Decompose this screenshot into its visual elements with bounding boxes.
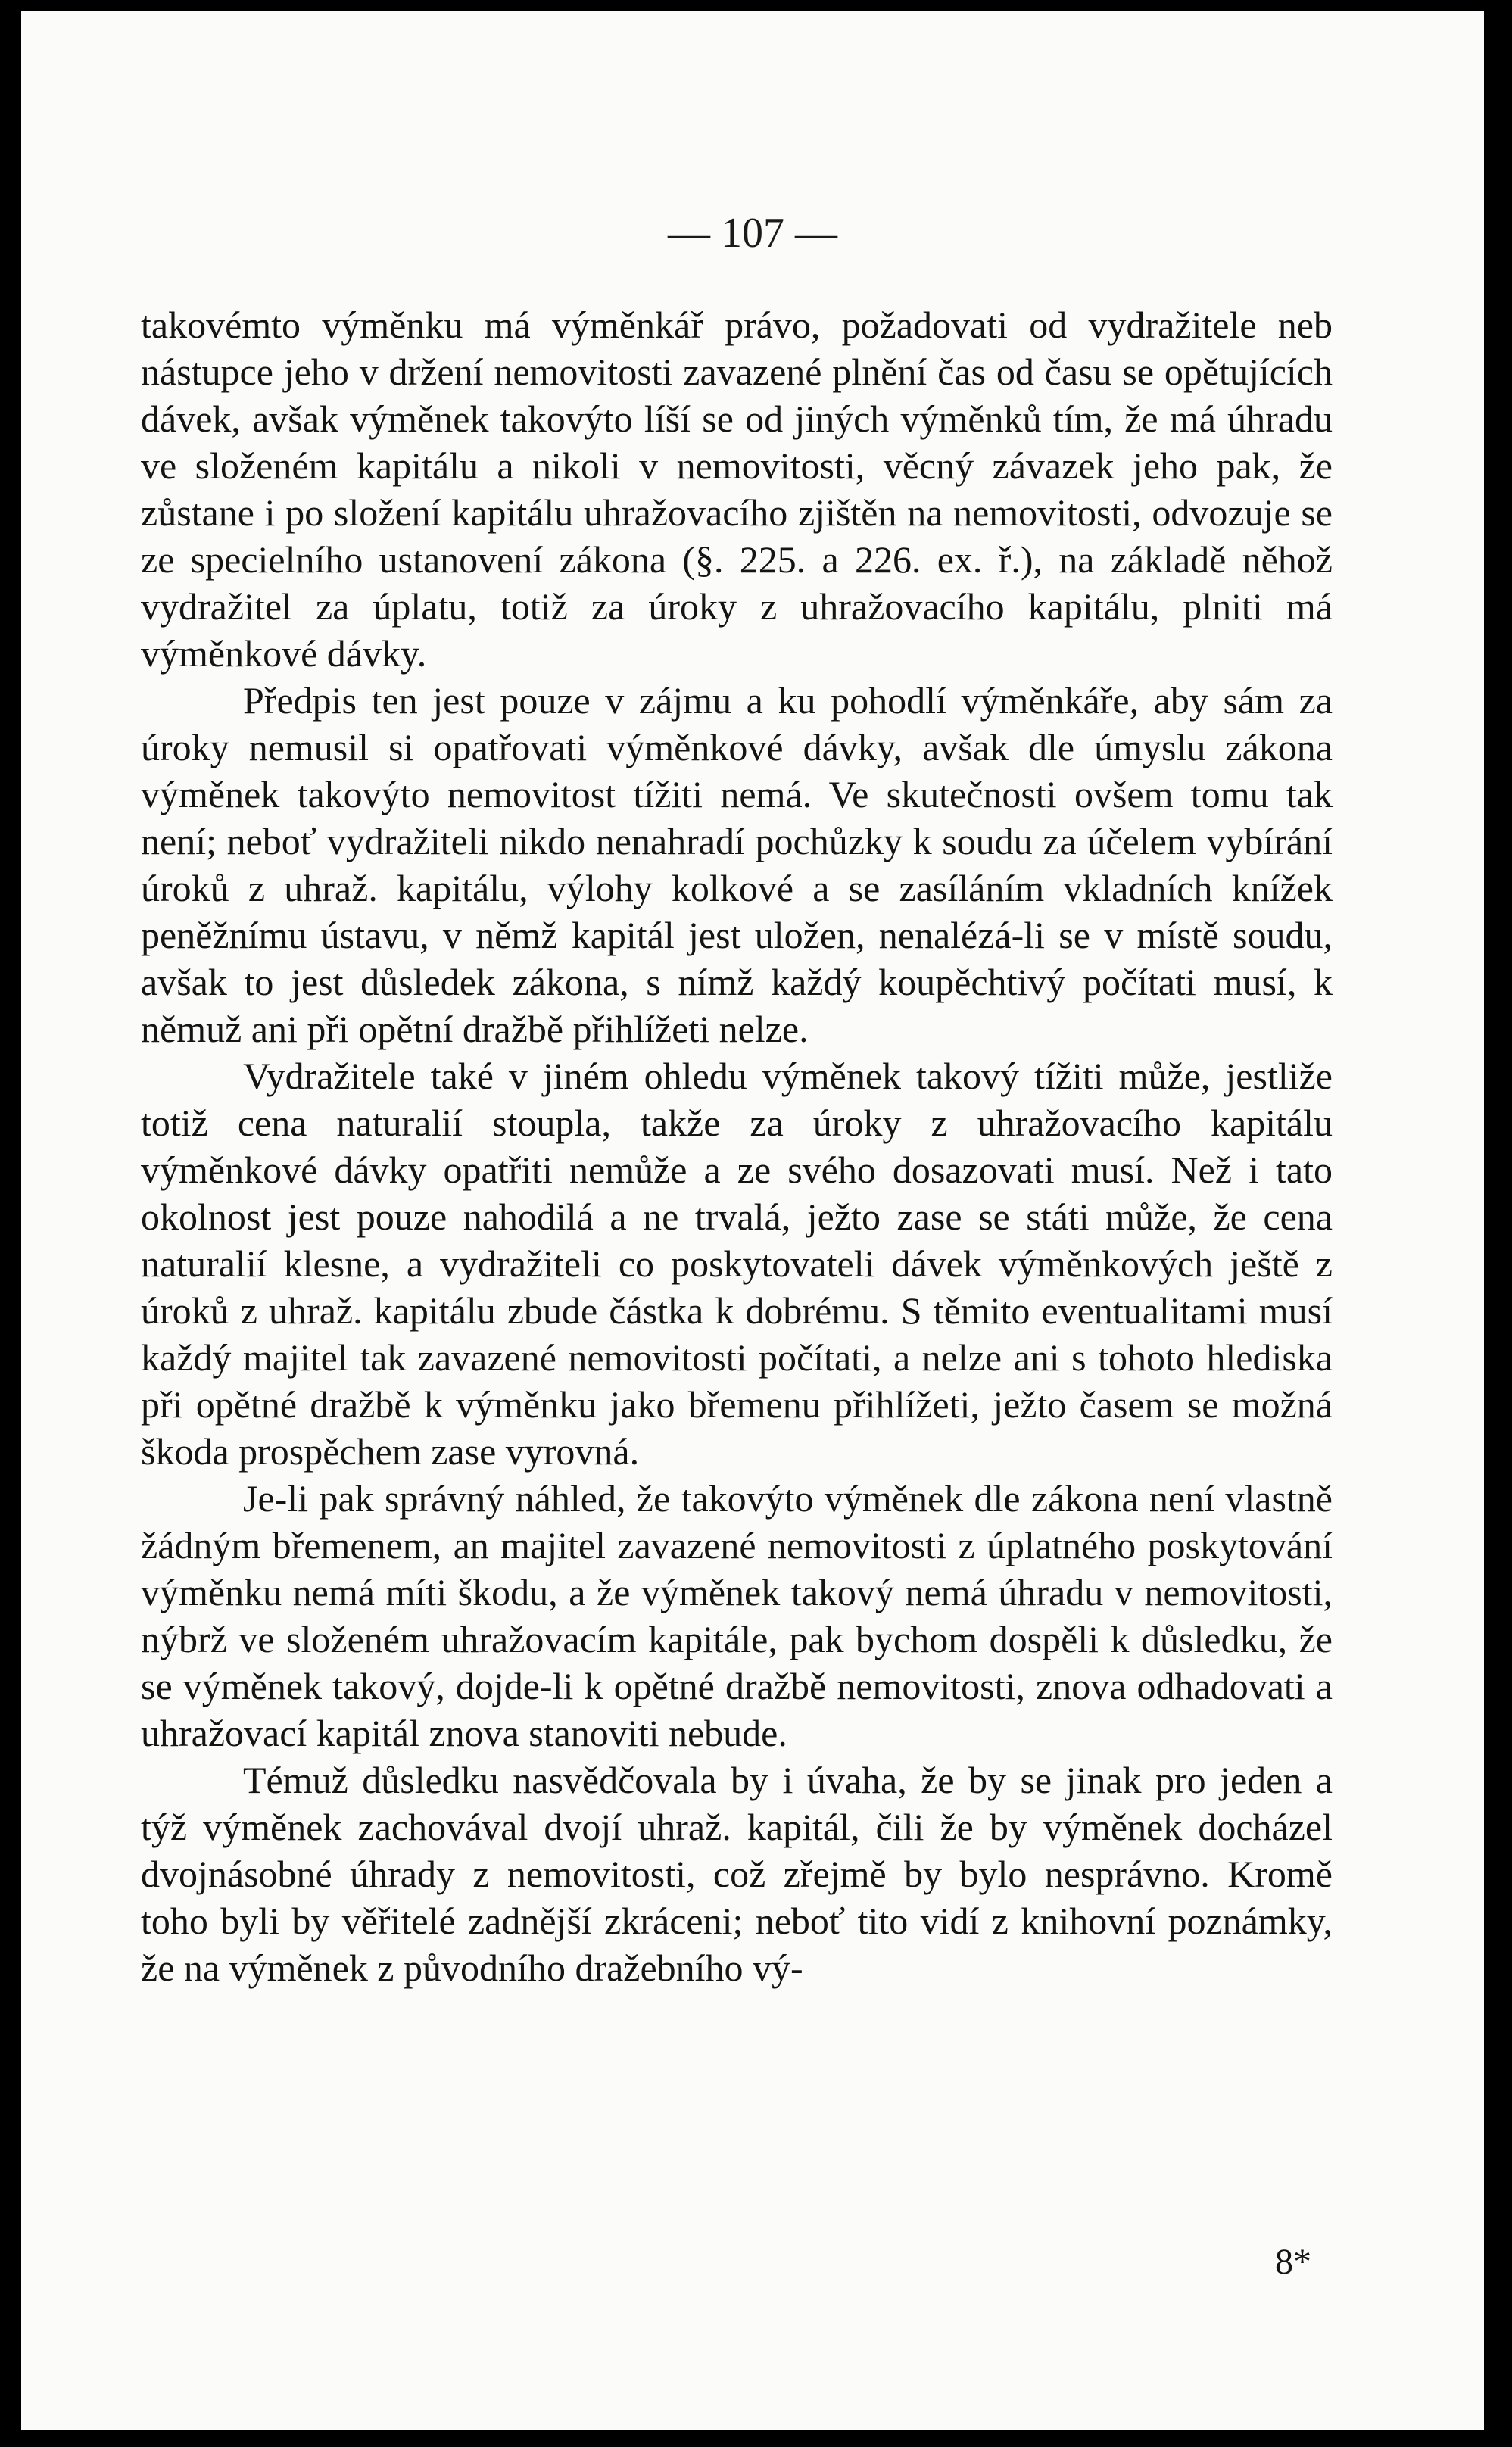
paragraph-1: takovémto výměnku má výměnkář právo, požadovati od vydražitele neb nástupce jeho v držení nemovitosti zavazené plnění čas od času se opětujících dávek, avšak výměnek takovýto líší se od jiných výměnků tím, že má úhradu ve složeném kapitálu a nikoli v nemovitosti, věcný závazek jeho pak, že zůstane i po složení kapitálu uhražovacího zjištěn na nemovitosti, odvozuje se ze specielního ustanovení zákona (§. 225. a 226. ex. ř.), na základě něhož vydražitel za úplatu, totiž za úroky z uhražovacího kapitálu, plniti má výměnkové dávky. [141, 304, 1333, 675]
signature-mark: 8* [1275, 2242, 1311, 2282]
body-text [141, 301, 1333, 1991]
paragraph-3: Vydražitele také v jiném ohledu výměnek takový tížiti může, jestliže totiž cena naturalií stoupla, takže za úroky z uhražovacího kapitálu výměnkové dávky opatřiti nemůže a ze svého dosazovati musí. Než i tato okolnost jest pouze nahodilá a ne trvalá, ježto zase se státi může, že cena naturalií klesne, a vydražiteli co poskytovateli dávek výměnkových ještě z úroků z uhraž. kapitálu zbude částka k dobrému. S těmito eventualitami musí každý majitel tak zavazené nemovitosti počítati, a nelze ani s tohoto hlediska při opětné dražbě k výměnku jako břemenu přihlížeti, ježto časem se možná škoda prospěchem zase vyrovná. [141, 1055, 1333, 1473]
book-page [21, 11, 1484, 2430]
paragraph-5: Témuž důsledku nasvědčovala by i úvaha, že by se jinak pro jeden a týž výměnek zachovával dvojí uhraž. kapitál, čili že by výměnek docházel dvojnásobné úhrady z nemovitosti, což zřejmě by bylo nesprávno. Kromě toho byli by věřitelé zadnější zkráceni; neboť tito vidí z knihovní poznámky, že na výměnek z původního dražebního vý- [141, 1759, 1333, 1989]
paragraph-4: Je-li pak správný náhled, že takovýto výměnek dle zákona není vlastně žádným břemenem, an majitel zavazené nemovitosti z úplatného poskytování výměnku nemá míti škodu, a že výměnek takový nemá úhradu v nemovitosti, nýbrž ve složeném uhražovacím kapitále, pak bychom dospěli k důsledku, že se výměnek takový, dojde-li k opětné dražbě nemovitosti, znova odhadovati a uhražovací kapitál znova stanoviti nebude. [141, 1477, 1333, 1754]
page-number: — 107 — [668, 210, 837, 257]
paragraph-2: Předpis ten jest pouze v zájmu a ku pohodlí výměnkáře, aby sám za úroky nemusil si opatřovati výměnkové dávky, avšak dle úmyslu zákona výměnek takovýto nemovitost tížiti nemá. Ve skutečnosti ovšem tomu tak není; neboť vydražiteli nikdo nenahradí pochůzky k soudu za účelem vybírání úroků z uhraž. kapitálu, výlohy kolkové a se zasíláním vkladních knížek peněžnímu ústavu, v němž kapitál jest uložen, nenalézá-li se v místě soudu, avšak to jest důsledek zákona, s nímž každý koupěchtivý počítati musí, k němuž ani při opětní dražbě přihlížeti nelze. [141, 679, 1333, 1050]
